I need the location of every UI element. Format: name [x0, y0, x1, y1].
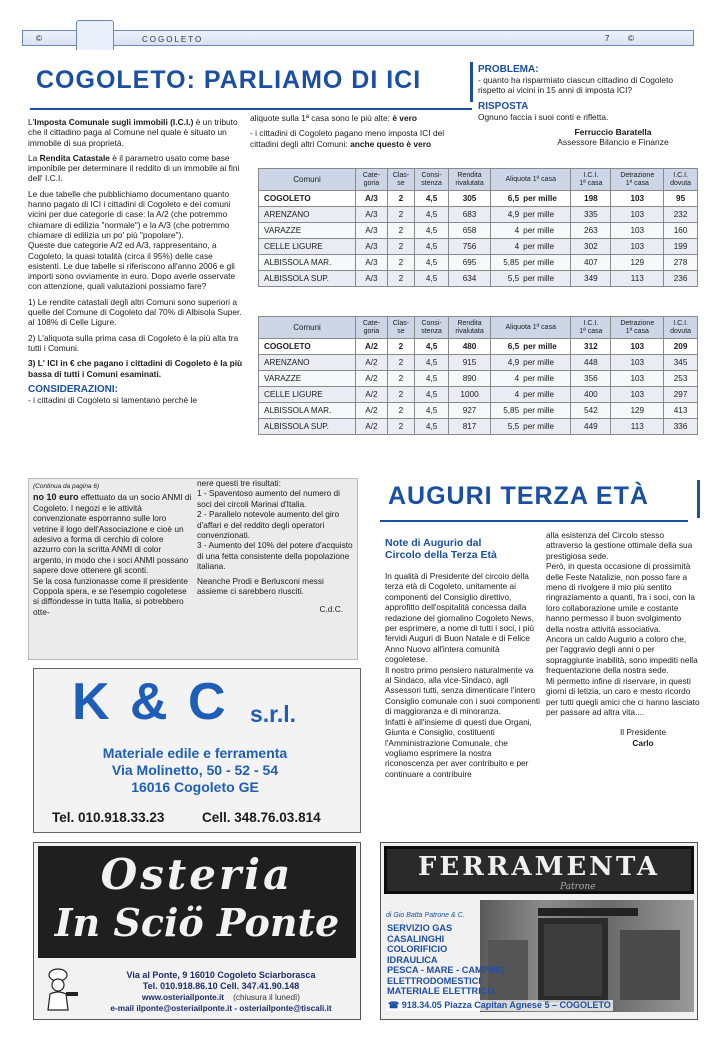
table-cell: 302	[571, 239, 611, 255]
table-cell: 356	[571, 371, 611, 387]
anmi-right-column	[197, 478, 353, 615]
table-cell: A/3	[356, 255, 388, 271]
paragraph: 1) Le rendite catastali degli altri Comuni sono superiori a quelle del Comune di Cogoleto dal 70% di Albisola Super. al 108% di Celle Ligure.	[28, 296, 242, 328]
paragraph: 2) L'aliquota sulla prima casa di Cogoleto è la più alta tra tutti i Comuni.	[28, 332, 239, 353]
continua-note: (Continua da pagina 6)	[33, 483, 100, 490]
table-header-cell: Detrazione 1ª casa	[611, 317, 664, 339]
table-cell: 1000	[448, 387, 490, 403]
table-cell: 113	[611, 271, 664, 287]
table-cell: 4,5	[415, 239, 449, 255]
table-cell: 756	[448, 239, 490, 255]
table-cell: 634	[448, 271, 490, 287]
title-underline	[30, 108, 472, 110]
osteria-email: e-mail ilponte@osteriailponte.it - osteriailponte@tiscali.it	[110, 1004, 332, 1013]
table-row	[259, 387, 698, 403]
table-cell: 2	[387, 191, 414, 207]
table-cell: CELLE LIGURE	[259, 387, 356, 403]
table-cell: 2	[387, 355, 414, 371]
table-header-cell: Consi- stenza	[415, 169, 449, 191]
table-cell: 4,9 per mille	[491, 207, 571, 223]
anmi-text: 2 - Parallelo notevole aumento del giro d'affari e del reddito degli operatori convenzionati.	[197, 509, 340, 541]
auguri-text: Infatti è all'insieme di questi due Organi, Giunta e Consiglio, costituenti l'Amministrazione Comunale, che vogliamo esprimere la nostra riconoscenza per aver contribuito e per continuare a contribuire	[385, 716, 532, 779]
table-cell: 4 per mille	[491, 239, 571, 255]
table-row	[259, 271, 698, 287]
table-cell: 4,9 per mille	[491, 355, 571, 371]
table-cell: 129	[611, 255, 664, 271]
paragraph-bold: 3) L' ICI in € che pagano i cittadini di Cogoleto è la più bassa di tutti i Comuni esaminati.	[28, 358, 243, 379]
table-cell: 2	[387, 419, 414, 435]
table-cell: VARAZZE	[259, 371, 356, 387]
table-cell: 336	[664, 419, 698, 435]
auguri-text: alla esistenza del Circolo stesso attraverso la gestione ottimale della sua prestigiosa sede.	[546, 530, 693, 561]
table-cell: 4,5	[415, 371, 449, 387]
ferramenta-service-item: CASALINGHI	[387, 933, 445, 944]
ferramenta-service-item: ELETTRODOMESTICI	[387, 975, 481, 986]
table-cell: CELLE LIGURE	[259, 239, 356, 255]
table-row	[259, 355, 698, 371]
table-cell: 335	[571, 207, 611, 223]
table-cell: ARENZANO	[259, 355, 356, 371]
chef-icon	[44, 968, 80, 1012]
table-cell: 2	[387, 403, 414, 419]
table-cell: 129	[611, 403, 664, 419]
table-header-cell: Cate- goria	[356, 317, 388, 339]
table-cell: 103	[611, 355, 664, 371]
table-cell: ALBISSOLA SUP.	[259, 419, 356, 435]
anmi-text: Se la cosa funzionasse come il presidente Coppola spera, e se l'esempio cogoletese si diffondesse in tutta Italia, si potrebbero otte-	[33, 575, 188, 617]
auguri-sign-role: Il Presidente	[619, 727, 667, 738]
table-cell: 400	[571, 387, 611, 403]
table-cell: 449	[571, 419, 611, 435]
table-cell: 4,5	[415, 387, 449, 403]
problema-text: - quanto ha risparmiato ciascun cittadino di Cogoleto rispetto ai vicini in 15 anni di imposta ICI?	[478, 75, 674, 96]
table-row	[259, 339, 698, 355]
table-cell: 2	[387, 255, 414, 271]
table-cell: 103	[611, 371, 664, 387]
ferramenta-title: FERRAMENTA	[417, 852, 661, 882]
ferramenta-phone: ☎ 918.34.05 Piazza Capitan Agnese 5 – COGOLETO	[388, 1000, 611, 1010]
table-cell: 95	[664, 191, 698, 207]
table-cell: 349	[571, 271, 611, 287]
osteria-title: Osteria	[100, 850, 294, 899]
header-copyright-icon-right: ©	[628, 34, 636, 43]
problema-heading: PROBLEMA:	[478, 64, 539, 75]
table-cell: 695	[448, 255, 490, 271]
table-cell: 4,5	[415, 339, 449, 355]
table-cell: 4 per mille	[491, 223, 571, 239]
table-cell: A/3	[356, 239, 388, 255]
ici-column-1: L'Imposta Comunale sugli immobili (I.C.I.) è un tributo che il cittadino paga al Comune nel quale è situato un immobile di sua proprietà. La Rendita Catastale è il parametro usato come base imponibile per determinare il reddito di un immobile ai fini dell' I.C.I. Le due tabelle che pubblichiamo documentano quanto hanno pagato di ICI i cittadini di Cogoleto e dei comuni vicini per due categorie di case: la A/2 (che potremmo chiamare di edilizia "normale") e la A/3 (che potremmo chiamare di edilizia un po' più "popolare"). Queste due categorie A/2 ed A/3, rappresentano, a Cogoleto, la quasi totalità (circa il 95%) delle case esistenti. Le due tabelle si riferiscono all'anno 2006 e gli importi sono ovviamente in euro. Dopo averle osservate con attenzione, quali valutazioni possiamo fare? 1) Le rendite catastali degli altri Comuni sono superiori a quelle del Comune di Cogoleto dal 70% di Albisola Super. al 108% di Celle Ligure. 2) L'aliquota sulla prima casa di Cogoleto è la più alta tra tutti i Comuni. 3) L' ICI in € che pagano i cittadini di Cogoleto è la più bassa di tutti i Comuni esaminati. CONSIDERAZIONI: - i cittadini di Cogoleto si lamentano perchè le	[28, 117, 245, 410]
table-row	[259, 239, 698, 255]
table-cell: 817	[448, 419, 490, 435]
table-row	[259, 223, 698, 239]
kc-tel: Tel. 010.918.33.23	[52, 810, 165, 825]
auguri-text: Mi permetto infine di riservare, in questi giorni di letizia, un caro e mesto ricordo per tutti quegli amici che ci hanno lasciato per passare ad altra vita....	[546, 675, 700, 717]
osteria-tel: Tel. 010.918.86.10 Cell. 347.41.90.148	[142, 981, 300, 991]
table-cell: 209	[664, 339, 698, 355]
ferramenta-services	[387, 923, 505, 997]
table-cell: 413	[664, 403, 698, 419]
auguri-text: Ancora un caldo Augurio a coloro che, per l'aggravio degli anni o per sopraggiunte inabilità, sono impediti nella frequentazione della nostra sede.	[546, 634, 698, 676]
kc-address	[60, 745, 330, 796]
table-row	[259, 371, 698, 387]
table-cell: 2	[387, 271, 414, 287]
auguri-column-2	[546, 530, 700, 748]
anmi-text: nere questi tre risultati:	[197, 478, 281, 488]
table-cell: 6,5 per mille	[491, 191, 571, 207]
risposta-heading: RISPOSTA	[478, 100, 529, 112]
table-header-cell: I.C.I. dovuta	[664, 317, 698, 339]
table-row	[259, 419, 698, 435]
osteria-address: Via al Ponte, 9 16010 Cogoleto Sciarborasca	[126, 970, 316, 980]
table-header-cell: Cate- goria	[356, 169, 388, 191]
paragraph: Queste due categorie A/2 ed A/3, rappresentano, a Cogoleto, la quasi totalità (circa il 95%) delle case esistenti. Le due tabelle si riferiscono all'anno 2006 e gli importi sono ovviamente in euro. Dopo averle osservate con attenzione, quali valutazioni possiamo fare?	[28, 240, 236, 292]
auguri-title: AUGURI TERZA ETÀ	[388, 482, 649, 510]
table-cell: A/2	[356, 371, 388, 387]
table-cell: 2	[387, 339, 414, 355]
table-header-cell: Clas- se	[387, 169, 414, 191]
table-row	[259, 207, 698, 223]
table-cell: 5,85 per mille	[491, 403, 571, 419]
table-cell: 5,5 per mille	[491, 271, 571, 287]
table-cell: 232	[664, 207, 698, 223]
table-cell: 542	[571, 403, 611, 419]
table-row	[259, 255, 698, 271]
table-cell: 103	[611, 223, 664, 239]
page-number: 7	[605, 34, 612, 43]
table-cell: 4,5	[415, 419, 449, 435]
table-cell: 5,85 per mille	[491, 255, 571, 271]
table-cell: A/2	[356, 403, 388, 419]
anmi-text: 1 - Spaventoso aumento del numero di soci dei circoli Marinai d'Italia.	[197, 488, 340, 509]
table-cell: ALBISSOLA SUP.	[259, 271, 356, 287]
table-cell: 103	[611, 239, 664, 255]
problema-block	[478, 64, 698, 147]
table-header-cell: I.C.I. 1ª casa	[571, 169, 611, 191]
table-header-cell: Comuni	[259, 317, 356, 339]
auguri-text: Il nostro primo pensiero naturalmente va al Sindaco, alla vice-Sindaco, agli Assessori tutti, senza dimenticare l'intero Consiglio comunale con i suoi componenti di maggioranza e di minoranza.	[385, 664, 540, 717]
table-cell: 305	[448, 191, 490, 207]
table-cell: COGOLETO	[259, 191, 356, 207]
ferramenta-script: Patrone	[560, 882, 596, 892]
table-cell: 103	[611, 191, 664, 207]
article-title: COGOLETO: PARLIAMO DI ICI	[36, 66, 422, 94]
table-cell: A/3	[356, 223, 388, 239]
table-header-cell: Consi- stenza	[415, 317, 449, 339]
table-cell: 4 per mille	[491, 371, 571, 387]
table-header-cell: Clas- se	[387, 317, 414, 339]
table-cell: COGOLETO	[259, 339, 356, 355]
table-header-cell: Detrazione 1ª casa	[611, 169, 664, 191]
auguri-column-1	[385, 537, 541, 779]
table-cell: 683	[448, 207, 490, 223]
table-cell: 927	[448, 403, 490, 419]
page-header-tab	[76, 20, 114, 50]
table-cell: 253	[664, 371, 698, 387]
kc-suffix: s.r.l.	[250, 701, 297, 727]
table-cell: 263	[571, 223, 611, 239]
ici-column-2: aliquote sulla 1ª casa sono le più alte: è vero - i cittadini di Cogoleto pagano meno imposta ICI dei cittadini degli altri Comuni: anche questo è vero	[250, 113, 445, 149]
table-cell: A/2	[356, 355, 388, 371]
table-cell: 6,5 per mille	[491, 339, 571, 355]
table-cell: 4,5	[415, 207, 449, 223]
table-cell: 2	[387, 207, 414, 223]
auguri-underline	[380, 520, 688, 522]
header-copyright-icon: ©	[36, 34, 44, 43]
table-cell: A/3	[356, 191, 388, 207]
table-header-cell: Comuni	[259, 169, 356, 191]
table-cell: 278	[664, 255, 698, 271]
table-cell: 2	[387, 239, 414, 255]
ici-table-a3	[258, 168, 698, 287]
table-row	[259, 403, 698, 419]
table-cell: 890	[448, 371, 490, 387]
table-cell: A/3	[356, 271, 388, 287]
table-cell: 236	[664, 271, 698, 287]
auguri-sign-name: Carlo	[632, 737, 654, 748]
table-cell: 4 per mille	[491, 387, 571, 403]
anmi-sign: C.d.C.	[319, 604, 343, 615]
kc-logo: K & C	[72, 673, 229, 731]
table-cell: 4,5	[415, 271, 449, 287]
page-header-bar	[22, 30, 694, 46]
kc-cell: Cell. 348.76.03.814	[202, 810, 321, 825]
table-cell: 4,5	[415, 255, 449, 271]
osteria-contacts: Via al Ponte, 9 16010 Cogoleto Sciarborasca Tel. 010.918.86.10 Cell. 347.41.90.148 www.osteriailponte.it (chiusura il lunedì) e-mail ilponte@osteriailponte.it - osteriailponte@tiscali.it	[86, 970, 356, 1014]
anmi-text: 3 - Aumento del 10% del potere d'acquisto di una fetta consistente della popolazione italiana.	[197, 540, 353, 572]
risposta-text: Ognuno faccia i suoi conti e rifletta.	[478, 111, 609, 122]
table-cell: 312	[571, 339, 611, 355]
table-cell: 2	[387, 371, 414, 387]
auguri-rule	[697, 480, 700, 518]
ferramenta-service-item: MATERIALE ELETTRICO	[387, 986, 495, 996]
table-cell: A/2	[356, 419, 388, 435]
auguri-text: Però, in questa occasione di prossimità delle Feste Natalizie, non posso fare a meno di rivolgere il mio più sentito ringraziamento a quanti, fra i soci, con la loro collaborazione umile e costante hanno permesso il buon svolgimento della nostra attività associativa.	[546, 561, 695, 634]
table-row	[259, 191, 698, 207]
table-cell: 4,5	[415, 223, 449, 239]
table-cell: A/3	[356, 207, 388, 223]
table-cell: ALBISSOLA MAR.	[259, 403, 356, 419]
table-cell: 2	[387, 387, 414, 403]
table-cell: 4,5	[415, 191, 449, 207]
table-cell: 915	[448, 355, 490, 371]
ferramenta-owner: di Gio Batta Patrone & C.	[386, 912, 465, 919]
auguri-subtitle: Circolo della Terza Età	[385, 549, 497, 561]
kc-line: 16016 Cogoleto GE	[131, 779, 259, 795]
anmi-text: Neanche Prodi e Berlusconi messi assieme ci sarebbero riusciti.	[197, 575, 324, 597]
ferramenta-service-item: COLORIFICIO	[387, 944, 448, 954]
table-header-cell: I.C.I. 1ª casa	[571, 317, 611, 339]
table-cell: ALBISSOLA MAR.	[259, 255, 356, 271]
auguri-subtitle: Note di Augurio dal	[385, 537, 482, 549]
considerazioni-text: - i cittadini di Cogoleto si lamentano perchè le	[28, 394, 197, 405]
table-cell: 658	[448, 223, 490, 239]
signature-name: Ferruccio Baratella	[574, 126, 652, 137]
table-cell: 113	[611, 419, 664, 435]
table-cell: 4,5	[415, 355, 449, 371]
table-cell: 297	[664, 387, 698, 403]
table-header-cell: Rendita rivalutata	[448, 317, 490, 339]
table-cell: 345	[664, 355, 698, 371]
table-cell: 199	[664, 239, 698, 255]
table-cell: 103	[611, 387, 664, 403]
table-cell: 160	[664, 223, 698, 239]
paragraph: Le due tabelle che pubblichiamo documentano quanto hanno pagato di ICI i cittadini di Cogoleto e dei comuni vicini per due categorie di case: la A/2 (che potremmo chiamare di edilizia "normale") e la A/3 (che potremmo chiamare di edilizia un po' più "popolare").	[28, 188, 231, 240]
signature-role: Assessore Bilancio e Finanze	[557, 136, 669, 147]
table-header-cell: Rendita rivalutata	[448, 169, 490, 191]
kc-line: Via Molinetto, 50 - 52 - 54	[111, 762, 279, 778]
table-cell: 103	[611, 207, 664, 223]
kc-line: Materiale edile e ferramenta	[102, 745, 288, 761]
table-cell: 480	[448, 339, 490, 355]
header-title: COGOLETO	[142, 35, 204, 44]
table-cell: 5,5 per mille	[491, 419, 571, 435]
table-cell: 103	[611, 339, 664, 355]
table-cell: 2	[387, 223, 414, 239]
anmi-left-column: (Continua da pagina 6) no 10 euro effettuato da un socio ANMI di Cogoleto. I negozi e le attività convenzionate esporranno sulle loro vetrine il logo dell'Associazione e cioè un adesivo a forma di cerchio di colore azzurro con la scritta ANMI di color argento, in modo che i soci ANMI possano sapere dove ottenere gli sconti. Se la cosa funzionasse come il presidente Coppola spera, e se l'esempio cogoletese si diffondesse in tutta Italia, si potrebbero otte-	[33, 483, 192, 617]
osteria-subtitle: In Sciö Ponte	[54, 900, 340, 945]
title-rule	[470, 62, 473, 102]
ferramenta-service-item: PESCA - MARE - CAMPING	[387, 965, 506, 975]
shop-photo	[480, 900, 694, 1012]
ferramenta-service-item: IDRAULICA	[387, 954, 438, 965]
ferramenta-service-item: SERVIZIO GAS	[387, 923, 453, 933]
table-cell: A/2	[356, 339, 388, 355]
table-cell: ARENZANO	[259, 207, 356, 223]
auguri-text: In qualità di Presidente del circoio della terza età di Cogoleto, unitamente ai componenti del Consiglio direttivo, approfitto dell'ospitalità concessa dalla redazione del giornalino Cogoleto News, per esprimere, a nome di tutti i soci, i più fervidi Auguri di Buon Natale e di Felice Anno Nuovo all'intera comunità cogoletese.	[385, 571, 534, 665]
table-cell: VARAZZE	[259, 223, 356, 239]
table-cell: 407	[571, 255, 611, 271]
ici-table-a2	[258, 316, 698, 435]
table-header-cell: I.C.I. dovuta	[664, 169, 698, 191]
table-cell: 4,5	[415, 403, 449, 419]
table-header-cell: Aliquota 1ª casa	[491, 169, 571, 191]
table-header-cell: Aliquota 1ª casa	[491, 317, 571, 339]
table-cell: 198	[571, 191, 611, 207]
considerazioni-heading: CONSIDERAZIONI:	[28, 383, 118, 395]
table-cell: 448	[571, 355, 611, 371]
table-cell: A/2	[356, 387, 388, 403]
